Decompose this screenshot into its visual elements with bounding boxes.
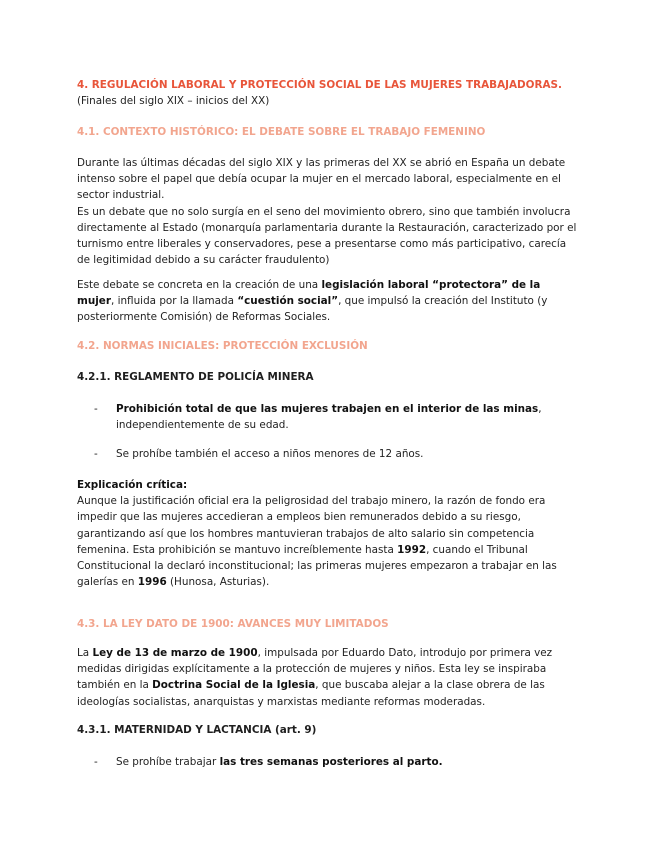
bold-law-date: Ley de 13 de marzo de 1900 — [92, 647, 258, 659]
bold-legislation: legislación laboral “protectora” de la mujer — [77, 279, 541, 308]
subsection-heading-4-3-1: 4.3.1. MATERNIDAD Y LACTANCIA (art. 9) — [77, 724, 317, 736]
text-run: (Hunosa, Asturias). — [166, 576, 270, 589]
year-1992: 1992 — [397, 543, 427, 556]
paragraph-state-debate: Es un debate que no solo surgía en el seno del movimiento obrero, sino que también involucra directamente al Estado (monarquía parlamentaria durante la Restauración, caracterizado por el turnismo entre liberales y conservadores, pese a presentarse como más participativo, carecía de legitimidad debido a su carácter fraudulento) — [77, 205, 577, 267]
paragraph-ley-dato — [77, 645, 577, 710]
list-item-maternity — [116, 754, 546, 770]
text-run: , impulsada por Eduardo Dato, introdujo por primera vez medidas dirigidas explícitamente a la protección de mujeres y niños. Esta ley se inspiraba también en la — [77, 647, 553, 692]
text-run: , independientemente de su edad. — [116, 403, 542, 432]
document-title: 4. REGULACIÓN LABORAL Y PROTECCIÓN SOCIAL DE LAS MUJERES TRABAJADORAS. — [77, 79, 562, 91]
bold-mine-ban: Prohibición total de que las mujeres trabajen en el interior de las minas — [116, 403, 539, 415]
list-dash: - — [94, 403, 98, 415]
section-heading-4-3: 4.3. LA LEY DATO DE 1900: AVANCES MUY LIMITADOS — [77, 618, 389, 630]
section-heading-4-1: 4.1. CONTEXTO HISTÓRICO: EL DEBATE SOBRE EL TRABAJO FEMENINO — [77, 126, 486, 138]
section-heading-4-2: 4.2. NORMAS INICIALES: PROTECCIÓN EXCLUSIÓN — [77, 340, 368, 352]
critical-explanation — [77, 477, 577, 590]
bold-three-weeks: las tres semanas posteriores al parto. — [219, 756, 443, 768]
list-item-children-ban: Se prohíbe también el acceso a niños menores de 12 años. — [116, 448, 424, 460]
text-run: , influida por la llamada — [110, 295, 238, 308]
paragraph-legislation — [77, 277, 577, 326]
text-run: Este debate se concreta en la creación de una — [77, 279, 322, 291]
bold-social-doctrine: Doctrina Social de la Iglesia — [152, 679, 316, 692]
text-run: La — [77, 647, 93, 659]
text-run: Aunque la justificación oficial era la peligrosidad del trabajo minero, la razón de fondo era impedir que las mujeres accedieran a empleos bien remunerados debido a su riesgo, garantizando así que los hombres mantuvieran trabajos de alto salario sin competencia femenina. Esta prohibición se mantuvo increíblemente hasta — [77, 495, 546, 556]
section-4-1-text — [77, 155, 577, 268]
text-run: Se prohíbe trabajar — [116, 756, 220, 768]
list-dash: - — [94, 448, 98, 460]
subsection-heading-4-2-1: 4.2.1. REGLAMENTO DE POLICÍA MINERA — [77, 371, 314, 383]
text-run: , cuando el Tribunal Constitucional la declaró inconstitucional; las primeras mujeres empezaron a trabajar en las galerías en — [77, 543, 557, 589]
text-run: , que buscaba alejar a la clase obrera de las ideologías socialistas, anarquistas y marxistas mediante reformas moderadas. — [77, 679, 545, 708]
text-run: , que impulsó la creación del Instituto (y posteriormente Comisión) de Reformas Sociales. — [77, 295, 548, 324]
list-dash: - — [94, 756, 98, 768]
critical-label: Explicación crítica: — [77, 479, 188, 491]
paragraph-context: Durante las últimas décadas del siglo XIX y las primeras del XX se abrió en España un debate intenso sobre el papel que debía ocupar la mujer en el mercado laboral, especialmente en el sector industrial. — [77, 157, 566, 202]
bold-social-question: “cuestión social” — [237, 295, 339, 308]
document-subtitle: (Finales del siglo XIX – inicios del XX) — [77, 95, 270, 107]
year-1996: 1996 — [137, 576, 167, 589]
list-item-mine-ban — [116, 401, 546, 433]
